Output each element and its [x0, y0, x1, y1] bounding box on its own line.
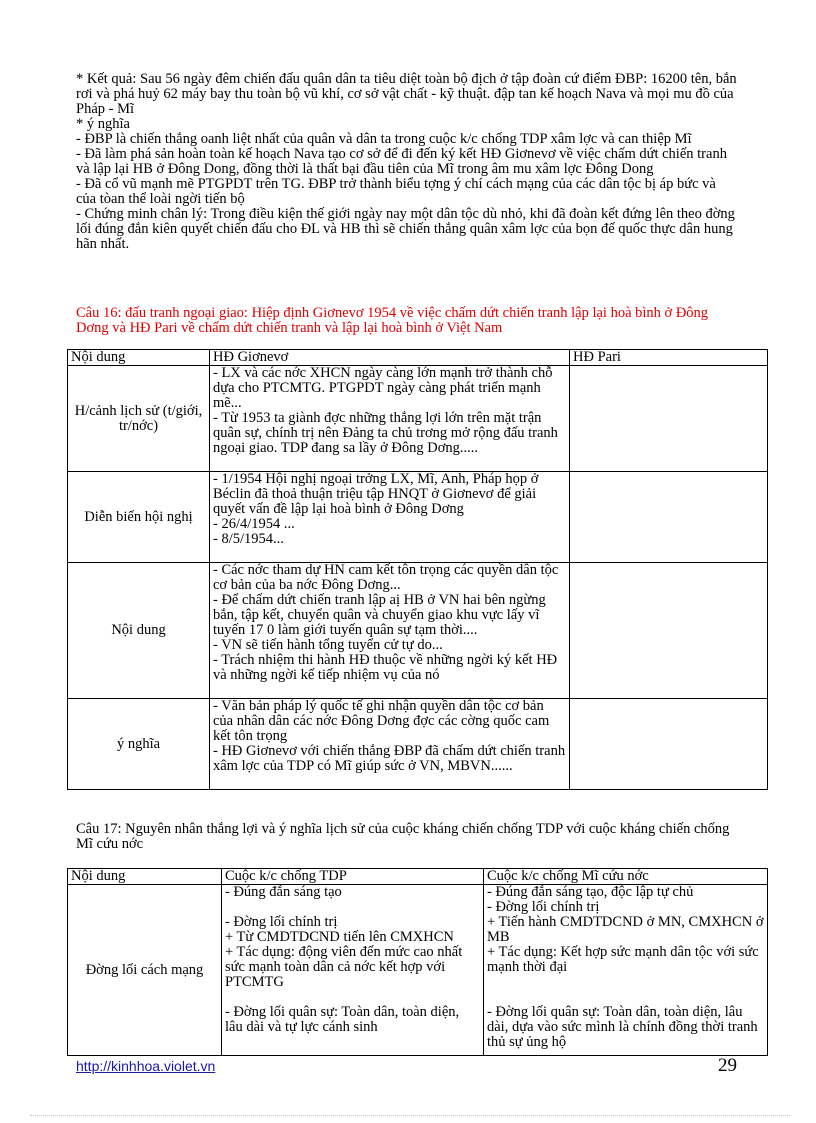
row-content-anti-american: - Đúng đắn sáng tạo, độc lập tự chủ - Đờng lối chính trị + Tiến hành CMDTDCND ở MN, CMXHCN ở MB + Tác dụng: Kết hợp sức mạnh dân tộc với sức mạnh thời đại - Đờng lối quân sự: Toàn dân, toàn diện, lâu dài, dựa vào sức mình là chính đồng thời tranh thủ sự ủng hộ [484, 885, 768, 1056]
question-17-title: Câu 17: Nguyên nhân thắng lợi và ý nghĩa lịch sử của cuộc kháng chiến chống TDP với cuộc kháng chiến chống Mĩ cứu nớc [76, 821, 730, 852]
question-16-title: Câu 16: đấu tranh ngoại giao: Hiệp định Giơnevơ 1954 về việc chấm dứt chiến tranh lập lại hoà bình ở Đông Dơng và HĐ Pari về chấm dứt chiến tranh và lập lại hoà bình ở Việt Nam [76, 305, 709, 336]
table-row [68, 699, 768, 790]
table-row [68, 885, 768, 1056]
intro-section [76, 72, 738, 252]
significance-item: - Đã làm phá sản hoàn toàn kế hoạch Nava tạo cơ sở để đi đến ký kết HĐ Giơnevơ về việc chấm dứt chiến tranh và lập lại HB ở Đông Dong, đồng thời là thất bại đầu tiên của Mĩ trong âm mu xâm lợc Đông Dong [76, 146, 727, 177]
row-label: Đờng lối cách mạng [68, 885, 222, 1056]
page-bottom-divider [30, 1115, 790, 1116]
significance-item: - ĐBP là chiến thắng oanh liệt nhất của quân và dân ta trong cuộc k/c chống TDP xâm lợc và can thiệp Mĩ [76, 131, 692, 147]
row-content-anti-french: - Đúng đắn sáng tạo - Đờng lối chính trị + Từ CMDTDCND tiến lên CMXHCN + Tác dụng: động viên đến mức cao nhất sức mạnh toàn dân cả nớc kết hợp với PTCMTG - Đờng lối quân sự: Toàn dân, toàn diện, lâu dài và tự lực cánh sinh [222, 885, 484, 1056]
table-row [68, 563, 768, 699]
significance-item: - Đã cổ vũ mạnh mẽ PTGPDT trên TG. ĐBP trở thành biểu tợng ý chí cách mạng của các dân tộc bị áp bức và của tòan thể loài ngời tiến bộ [76, 176, 716, 207]
row-content-geneva: - 1/1954 Hội nghị ngoại trởng LX, Mĩ, Anh, Pháp họp ở Béclin đã thoả thuận triệu tập HNQT ở Giơnevơ để giải quyết vấn đề lập lại hoà bình ở Đông Dơng - 26/4/1954 ... - 8/5/1954... [210, 472, 570, 563]
row-content-paris [570, 563, 768, 699]
table-row [68, 366, 768, 472]
header-cell: Cuộc k/c chống Mĩ cứu nớc [484, 869, 768, 885]
header-cell: Cuộc k/c chống TDP [222, 869, 484, 885]
table-header-row [68, 869, 768, 885]
result-paragraph: * Kết quả: Sau 56 ngày đêm chiến đấu quân dân ta tiêu diệt toàn bộ địch ở tập đoàn cứ điểm ĐBP: 16200 tên, bắn rơi và phá huỷ 62 máy bay thu toàn bộ vũ khí, cơ sở vật chất - kỹ thuật. đập tan kế hoạch Nava và mọi mu đồ của Pháp - Mĩ [76, 71, 737, 117]
question-17-table [67, 868, 768, 1056]
row-label: Nội dung [68, 563, 210, 699]
row-content-paris [570, 472, 768, 563]
table-row [68, 472, 768, 563]
footer-link[interactable]: http://kinhhoa.violet.vn [76, 1058, 216, 1074]
row-content-geneva: - Văn bản pháp lý quốc tế ghi nhận quyền dân tộc cơ bản của nhân dân các nớc Đông Dơng đợc các cờng quốc cam kết tôn trọng - HĐ Giơnevơ với chiến thắng ĐBP đã chấm dứt chiến tranh xâm lợc của TDP có Mĩ giúp sức ở VN, MBVN...... [210, 699, 570, 790]
header-cell: HĐ Giơnevơ [210, 350, 570, 366]
page-number: 29 [718, 1055, 737, 1076]
header-cell: Nội dung [68, 869, 222, 885]
row-content-paris [570, 366, 768, 472]
header-cell: HĐ Pari [570, 350, 768, 366]
row-content-paris [570, 699, 768, 790]
significance-item: - Chứng minh chân lý: Trong điều kiện thế giới ngày nay một dân tộc dù nhỏ, khi đã đoàn kết đứng lên theo đờng lối đúng đắn kiên quyết chiến đấu cho ĐL và HB thì sẽ chiến thắng quân xâm lợc của bọn đế quốc thực dân hung hãn nhất. [76, 206, 735, 252]
table-header-row [68, 350, 768, 366]
question-16-table [67, 349, 768, 790]
row-content-geneva: - LX và các nớc XHCN ngày càng lớn mạnh trở thành chỗ dựa cho PTCMTG. PTGPDT ngày càng phát triển mạnh mẽ... - Từ 1953 ta giành đợc những thắng lợi lớn trên mặt trận quân sự, chính trị nên Đảng ta chủ trơng mở rộng đấu tranh ngoại giao. TDP đang sa lầy ở Đông Dơng..... [210, 366, 570, 472]
row-label: H/cảnh lịch sử (t/giới, tr/nớc) [68, 366, 210, 472]
significance-heading: * ý nghĩa [76, 116, 130, 132]
header-cell: Nội dung [68, 350, 210, 366]
row-content-geneva: - Các nớc tham dự HN cam kết tôn trọng các quyền dân tộc cơ bản của ba nớc Đông Dơng... - Để chấm dứt chiến tranh lập aị HB ở VN hai bên ngừng bắn, tập kết, chuyển quân và chuyển giao khu vực lấy vĩ tuyến 17 0 làm giới tuyến quân sự tạm thời.... - VN sẽ tiến hành tổng tuyển cử tự do... - Trách nhiệm thi hành HĐ thuộc về những ngời ký kết HĐ và những ngời kế tiếp nhiệm vụ của nó [210, 563, 570, 699]
row-label: Diễn biến hội nghị [68, 472, 210, 563]
row-label: ý nghĩa [68, 699, 210, 790]
